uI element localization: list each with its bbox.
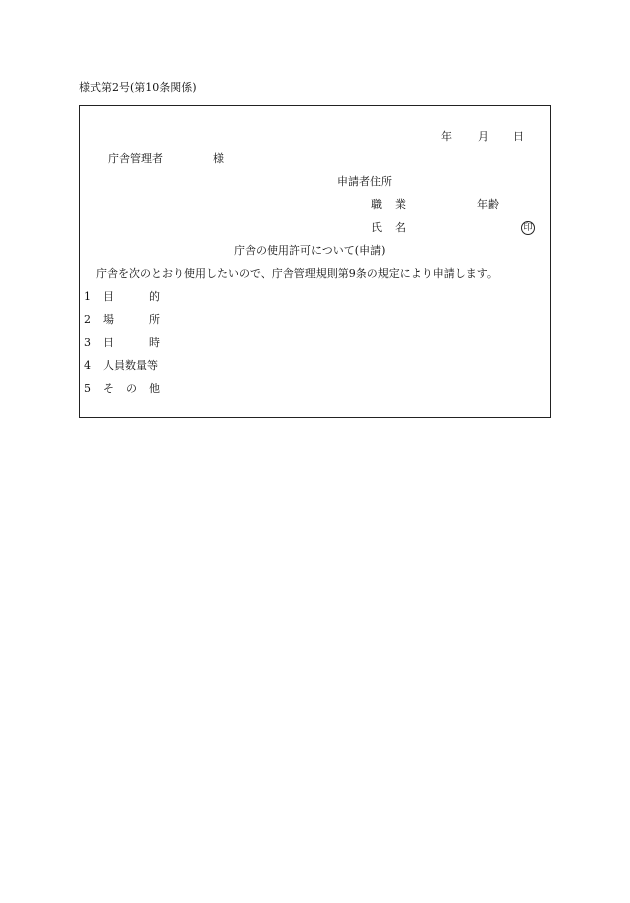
date-year-label: 年 — [441, 130, 452, 143]
applicant-name-char1: 氏 — [371, 221, 382, 234]
date-month-label: 月 — [478, 130, 489, 143]
item-number: 2 — [84, 313, 91, 326]
item-number: 4 — [84, 359, 91, 372]
item-number: 1 — [84, 290, 91, 303]
applicant-occupation-char2: 業 — [395, 198, 406, 211]
document-title: 庁舎の使用許可について(申請) — [234, 244, 386, 257]
item-label-char-mid: の — [126, 382, 137, 395]
applicant-address-label: 申請者住所 — [337, 175, 392, 188]
applicant-occupation-char1: 職 — [371, 198, 382, 211]
item-label: 人員数量等 — [103, 359, 158, 372]
item-label-char2: 的 — [149, 290, 160, 303]
item-label-char1: そ — [103, 382, 114, 395]
addressee-title: 庁舎管理者 — [108, 152, 163, 165]
item-number: 3 — [84, 336, 91, 349]
date-day-label: 日 — [513, 130, 524, 143]
applicant-age-label: 年齢 — [477, 198, 499, 211]
item-number: 5 — [84, 382, 91, 395]
addressee-honorific: 様 — [213, 152, 224, 165]
item-label-char2: 所 — [149, 313, 160, 326]
body-text: 庁舎を次のとおり使用したいので、庁舎管理規則第9条の規定により申請します。 — [96, 267, 498, 280]
form-frame — [79, 105, 551, 418]
applicant-name-char2: 名 — [395, 221, 406, 234]
item-label-char1: 目 — [103, 290, 114, 303]
item-label-char1: 日 — [103, 336, 114, 349]
seal-mark-icon: 印 — [521, 221, 535, 235]
item-label-char1: 場 — [103, 313, 114, 326]
item-label-char2: 他 — [149, 382, 160, 395]
item-label-char2: 時 — [149, 336, 160, 349]
form-number: 様式第2号(第10条関係) — [79, 81, 197, 94]
